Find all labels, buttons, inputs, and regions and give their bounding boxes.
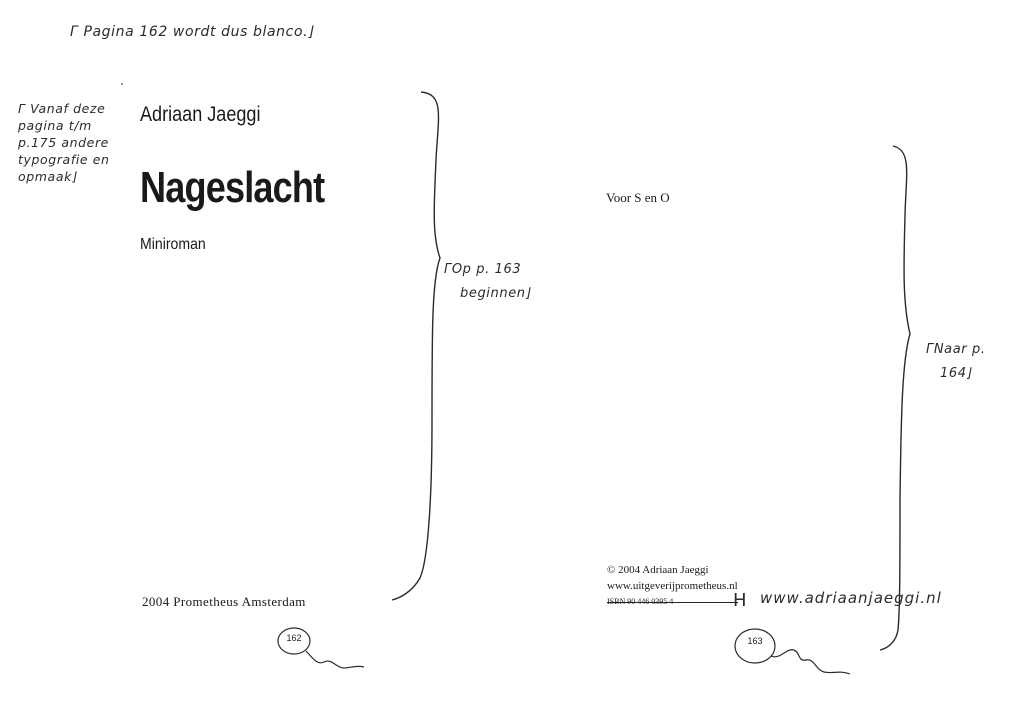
- handwritten-note-top: Γ Pagina 162 wordt dus blanco.⌋: [70, 24, 315, 40]
- page-number-162: 162: [286, 633, 302, 643]
- note-naar-line: 164⌋: [940, 366, 973, 381]
- note-left-line: p.175 andere: [18, 135, 109, 150]
- copyright-line: © 2004 Adriaan Jaeggi: [607, 564, 709, 576]
- squiggle-163: [771, 650, 850, 674]
- note-left-line: opmaak⌋: [18, 169, 78, 184]
- page-number-163: 163: [747, 636, 763, 646]
- publisher-url: www.uitgeverijprometheus.nl: [607, 580, 738, 592]
- dedication: Voor S en O: [606, 190, 670, 205]
- copyright-block: [607, 562, 738, 610]
- imprint-line: 2004 Prometheus Amsterdam: [142, 594, 306, 609]
- note-op-line: beginnen⌋: [460, 286, 532, 301]
- brace-right-page: [880, 146, 910, 650]
- author-name: Adriaan Jaeggi: [140, 103, 261, 126]
- note-left-line: typografie en: [18, 152, 110, 167]
- note-left-line: Γ Vanaf deze: [18, 101, 106, 116]
- note-op-line: ΓOp p. 163: [444, 262, 522, 277]
- book-subtitle: Miniroman: [140, 236, 206, 253]
- book-title: Nageslacht: [140, 163, 325, 212]
- handwritten-note-naar-p164: [926, 338, 986, 386]
- squiggle-162: [306, 651, 364, 668]
- handwritten-website: www.adriaanjaeggi.nl: [760, 589, 942, 607]
- isbn-struck: ISBN 90 446 0395 4: [607, 594, 738, 610]
- insert-mark: H: [733, 590, 748, 611]
- note-left-line: pagina t/m: [18, 118, 92, 133]
- brace-left-page: [392, 92, 440, 600]
- handwritten-note-op-p163: [444, 258, 531, 306]
- handwritten-note-left: [18, 100, 128, 185]
- note-naar-line: ΓNaar p.: [926, 342, 986, 357]
